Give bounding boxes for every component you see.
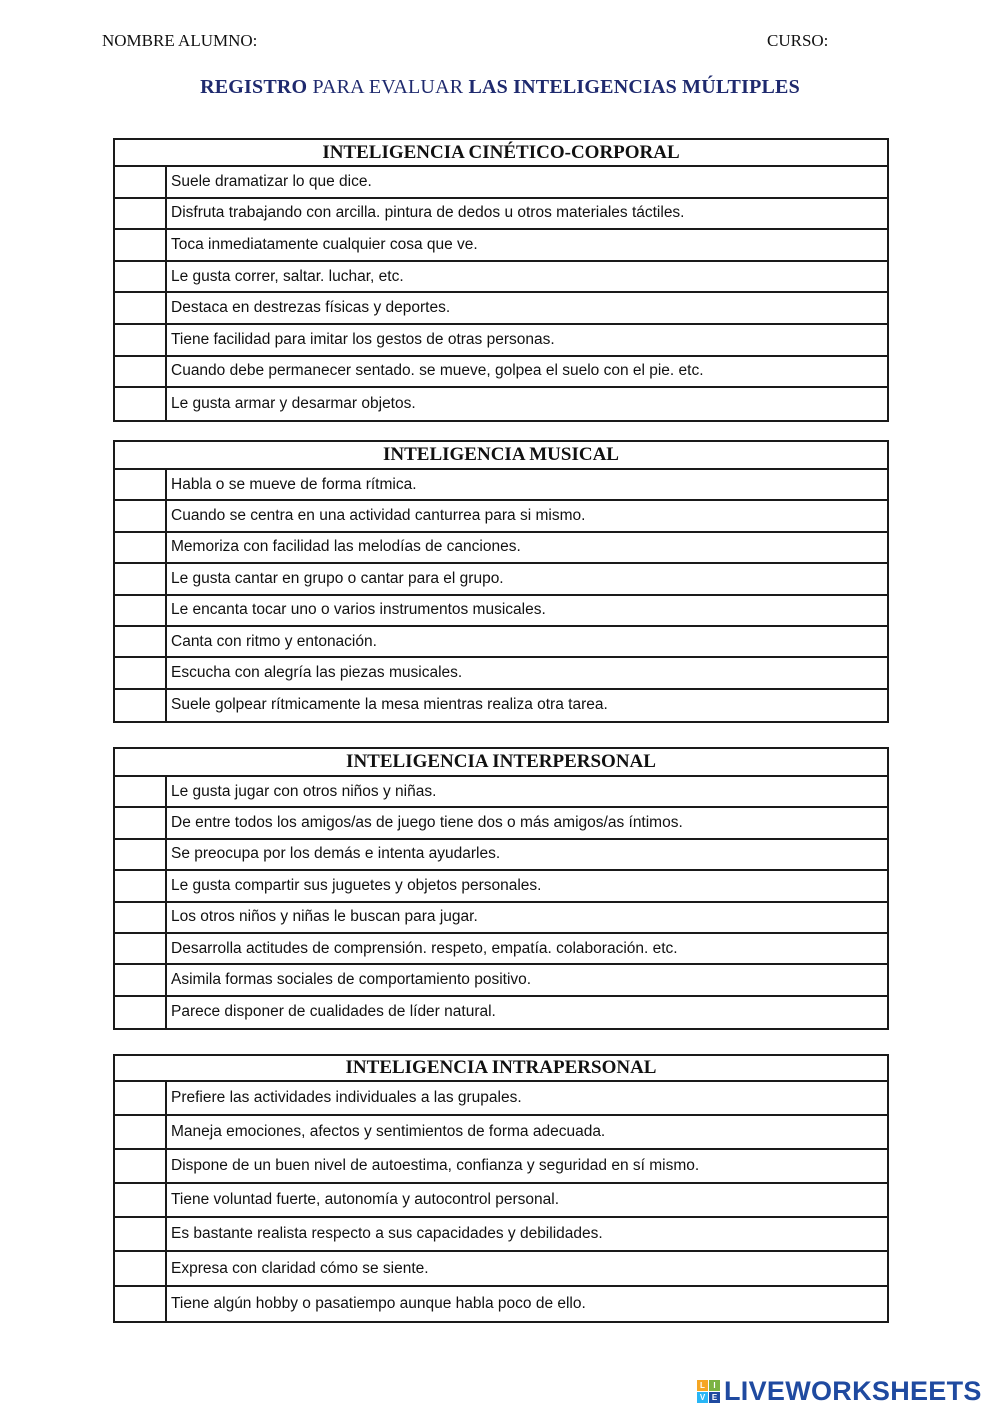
item-text: Cuando se centra en una actividad canturrea para si mismo.	[171, 507, 586, 525]
checklist-row	[115, 293, 887, 325]
checklist-row	[115, 1150, 887, 1184]
logo-letter: I	[709, 1380, 720, 1391]
check-cell[interactable]	[115, 840, 167, 869]
check-cell[interactable]	[115, 533, 167, 562]
check-cell[interactable]	[115, 501, 167, 530]
section-intrapersonal	[113, 1054, 889, 1323]
check-cell[interactable]	[115, 388, 167, 420]
checklist-row	[115, 627, 887, 658]
check-cell[interactable]	[115, 1287, 167, 1321]
logo-letter: V	[697, 1392, 708, 1403]
page-title	[0, 76, 1000, 99]
checklist-row	[115, 1218, 887, 1252]
checklist-row	[115, 564, 887, 595]
section-interpersonal	[113, 747, 889, 1030]
item-text: Habla o se mueve de forma rítmica.	[171, 475, 417, 493]
item-text: Suele golpear rítmicamente la mesa mientras realiza otra tarea.	[171, 696, 608, 714]
checklist-row	[115, 325, 887, 357]
checklist-row	[115, 533, 887, 564]
checklist-row	[115, 262, 887, 294]
check-cell[interactable]	[115, 965, 167, 994]
item-text: Tiene facilidad para imitar los gestos de otras personas.	[171, 330, 555, 348]
section-heading: INTELIGENCIA INTRAPERSONAL	[115, 1056, 887, 1082]
checklist-row	[115, 596, 887, 627]
checklist-row	[115, 167, 887, 199]
section-heading: INTELIGENCIA MUSICAL	[115, 442, 887, 470]
liveworksheets-logo-icon	[697, 1380, 720, 1403]
check-cell[interactable]	[115, 1184, 167, 1216]
item-text: Le gusta compartir sus juguetes y objetos personales.	[171, 876, 542, 894]
checklist-row	[115, 1287, 887, 1321]
checklist-row	[115, 1082, 887, 1116]
item-text: Le gusta cantar en grupo o cantar para el grupo.	[171, 569, 504, 587]
check-cell[interactable]	[115, 690, 167, 721]
section-cinetico-corporal	[113, 138, 889, 422]
checklist-row	[115, 501, 887, 532]
check-cell[interactable]	[115, 357, 167, 387]
item-text: Le encanta tocar uno o varios instrumentos musicales.	[171, 601, 546, 619]
check-cell[interactable]	[115, 934, 167, 963]
check-cell[interactable]	[115, 808, 167, 837]
checklist-row	[115, 840, 887, 871]
item-text: Maneja emociones, afectos y sentimientos de forma adecuada.	[171, 1123, 606, 1141]
checklist-row	[115, 690, 887, 721]
checklist-row	[115, 808, 887, 839]
checklist-row	[115, 965, 887, 996]
checklist-row	[115, 997, 887, 1028]
item-text: Parece disponer de cualidades de líder natural.	[171, 1003, 496, 1021]
title-part-registro: REGISTRO	[200, 76, 308, 98]
check-cell[interactable]	[115, 1116, 167, 1148]
title-part-inteligencias: LAS INTELIGENCIAS MÚLTIPLES	[468, 76, 800, 98]
checklist-row	[115, 230, 887, 262]
liveworksheets-logo	[697, 1376, 982, 1407]
section-musical	[113, 440, 889, 723]
item-text: De entre todos los amigos/as de juego tiene dos o más amigos/as íntimos.	[171, 814, 683, 832]
item-text: Le gusta correr, saltar. luchar, etc.	[171, 267, 404, 285]
item-text: Tiene voluntad fuerte, autonomía y autocontrol personal.	[171, 1191, 560, 1209]
check-cell[interactable]	[115, 564, 167, 593]
checklist-row	[115, 357, 887, 389]
item-text: Toca inmediatamente cualquier cosa que ve.	[171, 235, 478, 253]
item-text: Prefiere las actividades individuales a las grupales.	[171, 1089, 522, 1107]
section-heading: INTELIGENCIA INTERPERSONAL	[115, 749, 887, 777]
item-text: Los otros niños y niñas le buscan para jugar.	[171, 908, 478, 926]
check-cell[interactable]	[115, 871, 167, 900]
check-cell[interactable]	[115, 167, 167, 197]
checklist-row	[115, 871, 887, 902]
check-cell[interactable]	[115, 293, 167, 323]
check-cell[interactable]	[115, 627, 167, 656]
checklist-row	[115, 388, 887, 420]
check-cell[interactable]	[115, 658, 167, 687]
item-text: Escucha con alegría las piezas musicales.	[171, 664, 463, 682]
check-cell[interactable]	[115, 777, 167, 806]
check-cell[interactable]	[115, 1218, 167, 1250]
course-label: CURSO:	[767, 31, 829, 50]
checklist-row	[115, 934, 887, 965]
checklist-row	[115, 199, 887, 231]
student-name-label: NOMBRE ALUMNO:	[102, 31, 258, 50]
item-text: Tiene algún hobby o pasatiempo aunque habla poco de ello.	[171, 1294, 586, 1312]
check-cell[interactable]	[115, 596, 167, 625]
section-heading: INTELIGENCIA CINÉTICO-CORPORAL	[115, 140, 887, 167]
check-cell[interactable]	[115, 903, 167, 932]
item-text: Suele dramatizar lo que dice.	[171, 172, 372, 190]
liveworksheets-brand: LIVEWORKSHEETS	[724, 1376, 982, 1406]
item-text: Cuando debe permanecer sentado. se mueve, golpea el suelo con el pie. etc.	[171, 362, 704, 380]
checklist-row	[115, 903, 887, 934]
checklist-row	[115, 658, 887, 689]
check-cell[interactable]	[115, 470, 167, 499]
item-text: Desarrolla actitudes de comprensión. respeto, empatía. colaboración. etc.	[171, 939, 678, 957]
checklist-row	[115, 1252, 887, 1286]
check-cell[interactable]	[115, 997, 167, 1028]
item-text: Canta con ritmo y entonación.	[171, 632, 377, 650]
item-text: Expresa con claridad cómo se siente.	[171, 1259, 429, 1277]
item-text: Memoriza con facilidad las melodías de canciones.	[171, 538, 521, 556]
title-part-para-evaluar: PARA EVALUAR	[307, 76, 469, 98]
check-cell[interactable]	[115, 1252, 167, 1284]
checklist-row	[115, 777, 887, 808]
check-cell[interactable]	[115, 1082, 167, 1114]
check-cell[interactable]	[115, 262, 167, 292]
logo-letter: E	[709, 1392, 720, 1403]
check-cell[interactable]	[115, 1150, 167, 1182]
checklist-row	[115, 1184, 887, 1218]
check-cell[interactable]	[115, 199, 167, 229]
check-cell[interactable]	[115, 230, 167, 260]
item-text: Se preocupa por los demás e intenta ayudarles.	[171, 845, 501, 863]
check-cell[interactable]	[115, 325, 167, 355]
item-text: Asimila formas sociales de comportamiento positivo.	[171, 971, 532, 989]
item-text: Le gusta jugar con otros niños y niñas.	[171, 782, 437, 800]
checklist-row	[115, 1116, 887, 1150]
item-text: Dispone de un buen nivel de autoestima, confianza y seguridad en sí mismo.	[171, 1157, 700, 1175]
item-text: Es bastante realista respecto a sus capacidades y debilidades.	[171, 1225, 603, 1243]
item-text: Destaca en destrezas físicas y deportes.	[171, 299, 451, 317]
item-text: Le gusta armar y desarmar objetos.	[171, 394, 416, 412]
checklist-row	[115, 470, 887, 501]
logo-letter: L	[697, 1380, 708, 1391]
item-text: Disfruta trabajando con arcilla. pintura de dedos u otros materiales táctiles.	[171, 204, 685, 222]
